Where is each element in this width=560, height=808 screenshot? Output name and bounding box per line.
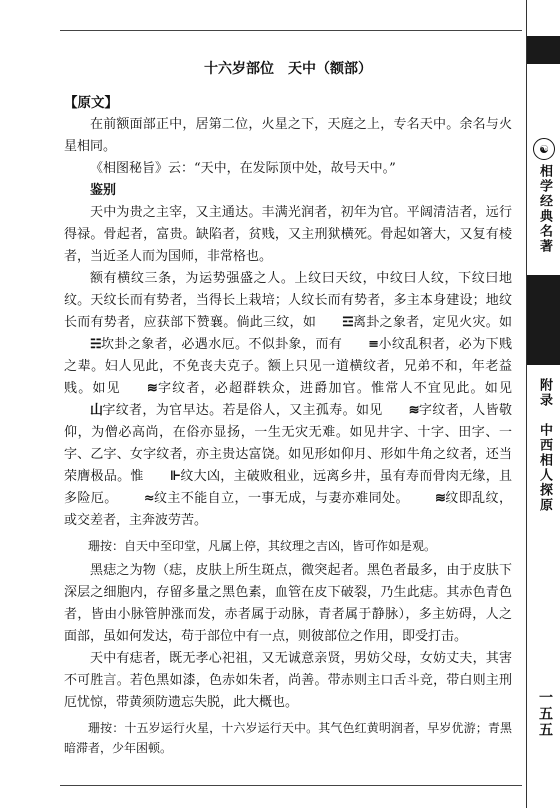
curved-line-symbol: ≈ [143,491,154,506]
text-run: 字纹者，必超群轶众，进爵加官。惟常人不宜见此。如见 [156,381,512,396]
paragraph: 在前额面部正中，居第二位，火星之下，天庭之上，专名天中。余名与火星相同。 [64,117,512,154]
text-run: 纹大凶，主破败租业，远离乡井，虽有寿而骨肉无缘，且多险厄。 [64,469,512,506]
side-divider [526,0,527,808]
section-label-vertical: 附录 中西相人探原 [537,378,552,513]
annotation-note: 珊按：十五岁运行火星，十六岁运行天中。其气色红黄明润者，早岁优游；青黑暗滞者，少年困顿。 [64,721,512,755]
page-body [64,58,512,762]
side-dark-block-top [527,36,560,64]
text-run: 坎卦之象者，必遇水厄。不似卦象，而有 [100,337,343,352]
book-title-vertical: 相学经典名著 [537,164,552,254]
text-run: 额有横纹三条，为运势强盛之人。上纹曰天纹，中纹曰人纹，下纹曰地纹。天纹长而有势者，当得长上栽培；人纹长而有势者，多主本身建设；地纹长而有势者，应获部下赞襄。倘此三纹，如 [64,271,512,330]
paragraph: 天中为贵之主宰，又主通达。丰满光润者，初年为官。平阔清洁者，远行得禄。骨起者，富贵。缺陷者，贫贱，又主刑狱横死。骨起如箸大，又复有棱者，当近圣人而为国师，非常格也。 [64,205,512,264]
top-rule [60,30,522,31]
bottom-rule [60,785,522,786]
text-run: 纹即乱纹，或交差者，主奔波劳苦。 [64,491,512,528]
paragraph: 黑痣之为物（痣，皮肤上所生斑点，微突起者。黑色者最多，由于皮肤下深层之细胞内，存留多量之黑色素，血管在皮下破裂，乃生此痣。其赤色青色者，皆由小脉管肿涨而发，赤者属于动脉，青者属于静脉），多主妨碍，人之面部，虽如何发达，苟于部位中有一点，则彼部位之作用，即受打击。 [64,563,512,644]
text-run: 小纹乱积者，必为下贱之辈。妇人见此，不免丧夫克子。额上只见一道横纹者，兄弟不和，年老益贱。如见 [64,337,512,396]
shan-symbol: 山 [90,403,103,418]
paragraph: 《相图秘旨》云：“天中，在发际顶中处，故号天中。” [90,161,396,176]
kan-trigram-symbol: ☵ [90,337,101,352]
page-title: 十六岁部位 天中（额部） [204,61,372,77]
text-run: 字纹者，为官早达。若是俗人，又主孤寿。如见 [102,403,383,418]
annotation-note: 珊按：自天中至印堂，凡属上停，其纹理之吉凶，皆可作如是观。 [88,539,437,553]
section-heading-jianbie: 鉴别 [90,183,117,198]
broken-line-symbol: ⊩ [169,469,181,484]
small-lines-symbol: ≡ [368,337,379,352]
side-thumb-tab [522,0,560,808]
li-trigram-symbol: ☲ [342,315,353,330]
wave-line-symbol: ≋ [146,381,157,396]
text-run: 纹主不能自立，一事无成，与妻亦难同处。 [153,491,409,506]
text-run: 字纹者，人皆敬仰，为僧必高尚，在俗亦显扬，一生无灾无难。如见井字、十字、田字、一字、乙字、女字纹者，亦主贵达富饶。如见形如仰月、形如牛角之纹者，还当荣膺极品。惟 [64,403,512,484]
paragraph: 天中有痣者，既无孝心祀祖，又无诚意亲贤，男妨父母，女妨丈夫，其害不可胜言。若色黑如漆，色赤如朱者，尚善。带赤则主口舌斗竞，带白则主刑厄忧惊，带黄须防遗忘失脱，此大概也。 [64,651,512,710]
paragraph-forehead-lines [64,268,512,532]
text-run: 离卦之象者，定见火灾。如 [352,315,512,330]
wave-line-symbol: ≋ [408,403,419,418]
tangled-line-symbol: ≋ [434,491,445,506]
section-heading-yuanwen: 【原文】 [64,95,118,111]
yin-yang-icon: ☯ [533,138,555,160]
page-number: 一五五 [537,690,553,738]
side-dark-block-middle [527,275,560,365]
